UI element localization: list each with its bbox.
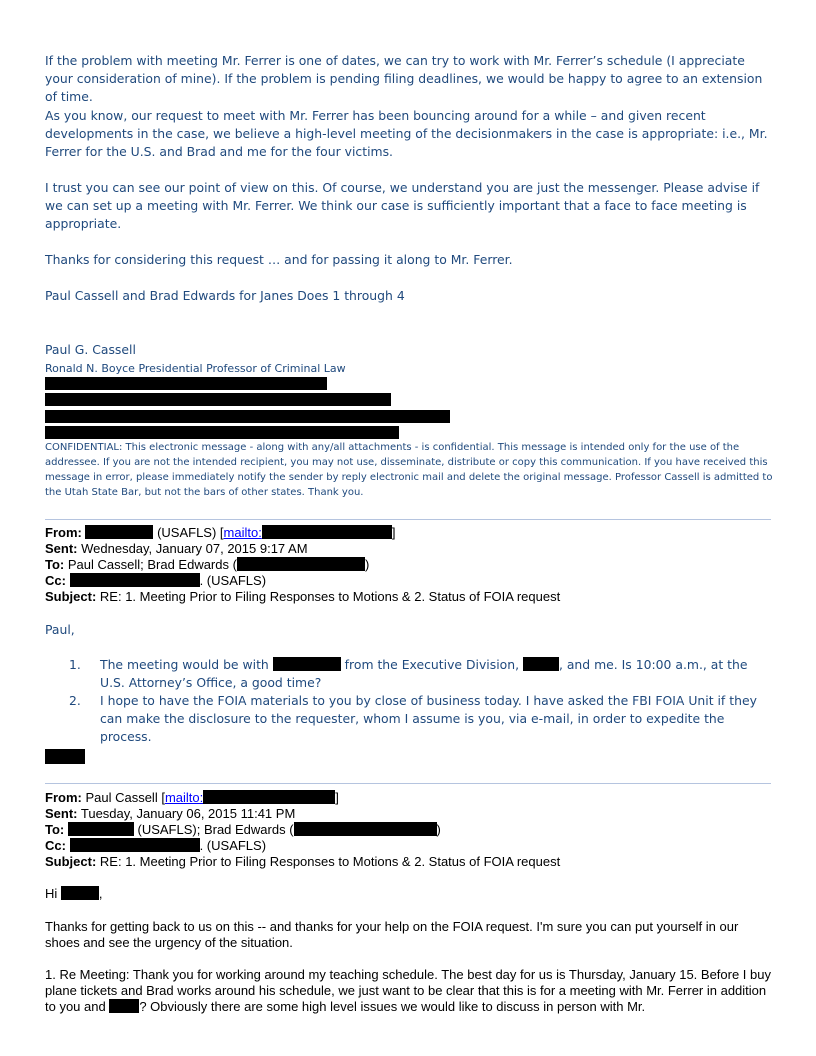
numbered-list xyxy=(45,656,775,746)
to-value: Paul Cassell; Brad Edwards ( xyxy=(64,557,237,572)
body-paragraph: I trust you can see our point of view on this. Of course, we understand you are just the messenger. Please advise if we can set up a meeting with Mr. Ferrer. We think our case is sufficiently important that a face to face meeting is appropriate. xyxy=(45,180,760,231)
redaction-block xyxy=(237,557,365,571)
body-paragraph: As you know, our request to meet with Mr. Ferrer has been bouncing around for a while – and given recent developments in the case, we believe a high-level meeting of the decisionmakers in the case is appropriate: i.e., Mr. Ferrer for the U.S. and Brad and me for the four victims. xyxy=(45,108,768,159)
redaction-block xyxy=(523,657,559,671)
sent-value: Wednesday, January 07, 2015 9:17 AM xyxy=(77,541,308,556)
signature-title: Ronald N. Boyce Presidential Professor of Criminal Law xyxy=(45,362,346,375)
to-value: (USAFLS); Brad Edwards ( xyxy=(133,822,294,837)
from-text: (USAFLS) [ xyxy=(153,525,224,540)
cc-line xyxy=(45,838,775,854)
from-line xyxy=(45,525,775,541)
list-text: , and me. Is 10:00 a.m., at the U.S. Attorney’s Office, a good time? xyxy=(100,657,748,690)
redaction-block xyxy=(294,822,437,836)
body-paragraph: Thanks for getting back to us on this -- and thanks for your help on the FOIA request. I'm sure you can put yourself in our shoes and see the urgency of the situation. xyxy=(45,919,739,950)
from-line xyxy=(45,790,775,806)
to-label: To: xyxy=(45,822,65,837)
subject-value: RE: 1. Meeting Prior to Filing Responses to Motions & 2. Status of FOIA request xyxy=(96,589,561,604)
greeting-text: Hi xyxy=(45,886,61,901)
bracket: ] xyxy=(391,525,396,540)
email-header xyxy=(45,790,775,870)
bracket: ) xyxy=(364,557,370,572)
to-label: To: xyxy=(45,557,65,572)
subject-label: Subject: xyxy=(45,854,97,869)
from-value: Paul Cassell [ xyxy=(81,790,165,805)
to-line xyxy=(45,822,775,838)
paragraph-text: ? Obviously there are some high level issues we would like to discuss in person with Mr. xyxy=(139,999,646,1014)
message-divider xyxy=(45,519,771,520)
cc-value: . (USAFLS) xyxy=(199,573,267,588)
greeting xyxy=(45,886,103,902)
list-item xyxy=(45,692,775,746)
redaction-bar xyxy=(45,393,391,406)
list-number: 1. xyxy=(69,657,81,672)
from-label: From: xyxy=(45,525,82,540)
subject-line xyxy=(45,589,775,605)
redaction-block xyxy=(68,822,134,836)
bracket: ) xyxy=(436,822,441,837)
confidentiality-notice: CONFIDENTIAL: This electronic message - along with any/all attachments - is confidential. This message is intended only for the use of the addressee. If you are not the intended recipient, you may not use, disseminate, distribute or copy this communication. If you have received this message in error, please immediately notify the sender by reply electronic mail and delete the original message. Professor Cassell is admitted to the Utah State Bar, but not the bars of other states. Thank you. xyxy=(45,442,773,498)
cc-value: . (USAFLS) xyxy=(199,838,267,853)
list-text: from the Executive Division, xyxy=(340,657,523,672)
body-paragraph: Thanks for considering this request … and for passing it along to Mr. Ferrer. xyxy=(45,252,513,267)
signature-name: Paul G. Cassell xyxy=(45,342,136,357)
redaction-block xyxy=(203,790,335,804)
subject-value: RE: 1. Meeting Prior to Filing Responses to Motions & 2. Status of FOIA request xyxy=(96,854,561,869)
greeting-text: , xyxy=(98,886,103,901)
redaction-bar xyxy=(45,377,327,390)
message-divider xyxy=(45,783,771,784)
list-item xyxy=(45,656,775,692)
sent-line xyxy=(45,806,775,822)
subject-line xyxy=(45,854,775,870)
from-label: From: xyxy=(45,790,82,805)
redaction-block xyxy=(262,525,392,539)
redaction-block xyxy=(70,573,200,587)
cc-line xyxy=(45,573,775,589)
body-paragraph xyxy=(45,967,773,1015)
paragraph-text: 1. Re Meeting: Thank you for working around my teaching schedule. The best day for us is Thursday, January 15. Before I buy plane tickets and Brad works around his schedule, we just want to be clear that this is for a meeting with Mr. Ferrer in addition to you and xyxy=(45,967,771,1014)
redaction-block xyxy=(70,838,200,852)
redaction-block xyxy=(85,525,153,539)
sent-value: Tuesday, January 06, 2015 11:41 PM xyxy=(77,806,296,821)
redaction-bar xyxy=(45,426,399,439)
to-line xyxy=(45,557,775,573)
redaction-block xyxy=(61,886,99,900)
mailto-link[interactable]: mailto: xyxy=(164,790,204,805)
redaction-bar xyxy=(45,749,85,764)
redaction-block xyxy=(273,657,341,671)
subject-label: Subject: xyxy=(45,589,97,604)
body-paragraph: If the problem with meeting Mr. Ferrer is one of dates, we can try to work with Mr. Ferrer’s schedule (I appreciate your consideration of mine). If the problem is pending filing deadlines, we would be happy to agree to an extension of time. xyxy=(45,53,763,104)
sent-label: Sent: xyxy=(45,806,78,821)
greeting: Paul, xyxy=(45,622,75,637)
sent-label: Sent: xyxy=(45,541,78,556)
body-paragraph: Paul Cassell and Brad Edwards for Janes Does 1 through 4 xyxy=(45,288,405,303)
redaction-bar xyxy=(45,410,450,423)
cc-label: Cc: xyxy=(45,838,66,853)
list-text: I hope to have the FOIA materials to you by close of business today. I have asked the FBI FOIA Unit if they can make the disclosure to the requester, whom I assume is you, via e-mail, in order to expedite the process. xyxy=(100,693,757,744)
list-text: The meeting would be with xyxy=(100,657,273,672)
sent-line xyxy=(45,541,775,557)
mailto-link[interactable]: mailto: xyxy=(223,525,262,540)
redaction-block xyxy=(109,999,139,1013)
list-number: 2. xyxy=(69,693,81,708)
cc-label: Cc: xyxy=(45,573,66,588)
bracket: ] xyxy=(335,790,339,805)
email-header xyxy=(45,525,775,605)
